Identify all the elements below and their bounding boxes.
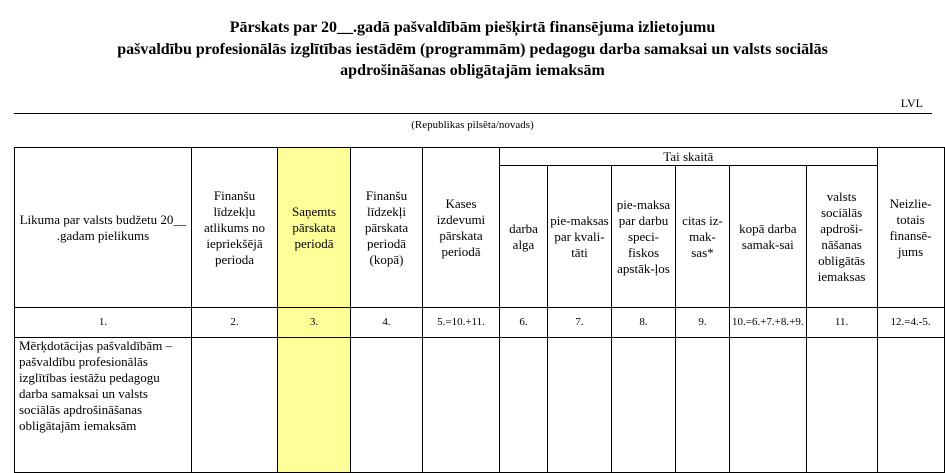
header-specific-conditions-bonus: pie-maksa par darbu speci-fiskos apstāk-ļos bbox=[612, 166, 676, 308]
header-quality-bonuses: pie-maksas par kvali-tāti bbox=[548, 166, 612, 308]
header-cash-expenditure: Kases izdevumi pārskata periodā bbox=[423, 148, 500, 308]
column-number: 2. bbox=[192, 308, 278, 338]
column-number: 8. bbox=[612, 308, 676, 338]
header-received-in-period: Saņemts pārskata periodā bbox=[278, 148, 351, 308]
report-title-line-3: apdrošināšanas obligātajām iemaksām bbox=[340, 62, 605, 79]
column-number: 4. bbox=[351, 308, 423, 338]
header-balance-previous-period: Finanšu līdzekļu atlikums no iepriekšējā perioda bbox=[192, 148, 278, 308]
data-cell[interactable] bbox=[351, 338, 423, 473]
column-number: 6. bbox=[500, 308, 548, 338]
data-cell[interactable] bbox=[806, 338, 877, 473]
report-title-line-2: pašvaldību profesionālās izglītības iestādēm (programmām) pedagogu darba samaksai un valsts sociālās bbox=[117, 41, 828, 58]
municipality-caption: (Republikas pilsēta/novads) bbox=[411, 119, 534, 131]
column-number: 11. bbox=[806, 308, 877, 338]
data-cell[interactable] bbox=[612, 338, 676, 473]
data-cell[interactable] bbox=[278, 338, 351, 473]
report-table bbox=[14, 147, 945, 473]
column-number: 1. bbox=[15, 308, 192, 338]
header-other-payments: citas iz-mak-sas* bbox=[676, 166, 730, 308]
column-number: 10.=6.+7.+8.+9. bbox=[730, 308, 807, 338]
header-budget-law-appendix: Likuma par valsts budžetu 20__ .gadam pielikums bbox=[15, 148, 192, 308]
data-cell[interactable] bbox=[877, 338, 944, 473]
data-cell[interactable] bbox=[500, 338, 548, 473]
header-total-salary: kopā darba samak-sai bbox=[730, 166, 807, 308]
header-funds-in-period-total: Finanšu līdzekļi pārskata periodā (kopā) bbox=[351, 148, 423, 308]
header-unused-funding: Neizlie-totais finansē-jums bbox=[877, 148, 944, 308]
column-number: 12.=4.-5. bbox=[877, 308, 944, 338]
column-number: 7. bbox=[548, 308, 612, 338]
header-group-including: Tai skaitā bbox=[500, 148, 878, 166]
data-cell[interactable] bbox=[192, 338, 278, 473]
data-cell[interactable] bbox=[548, 338, 612, 473]
data-cell[interactable] bbox=[423, 338, 500, 473]
data-cell[interactable] bbox=[730, 338, 807, 473]
data-cell[interactable] bbox=[676, 338, 730, 473]
row-label-targeted-grant: Mērķdotācijas pašvaldībām – pašvaldību profesionālās izglītības iestāžu pedagogu darba samaksai un valsts sociālās apdrošināšanas obligātajām iemaksām bbox=[15, 338, 192, 473]
column-number: 5.=10.+11. bbox=[423, 308, 500, 338]
report-title-line-1: Pārskats par 20__.gadā pašvaldībām piešķirtā finansējuma izlietojumu bbox=[229, 19, 716, 36]
header-salary: darba alga bbox=[500, 166, 548, 308]
header-social-insurance: valsts sociālās apdroši-nāšanas obligātās iemaksas bbox=[806, 166, 877, 308]
currency-label: LVL bbox=[900, 96, 923, 110]
municipality-line bbox=[14, 113, 932, 114]
column-number: 9. bbox=[676, 308, 730, 338]
column-number: 3. bbox=[278, 308, 351, 338]
